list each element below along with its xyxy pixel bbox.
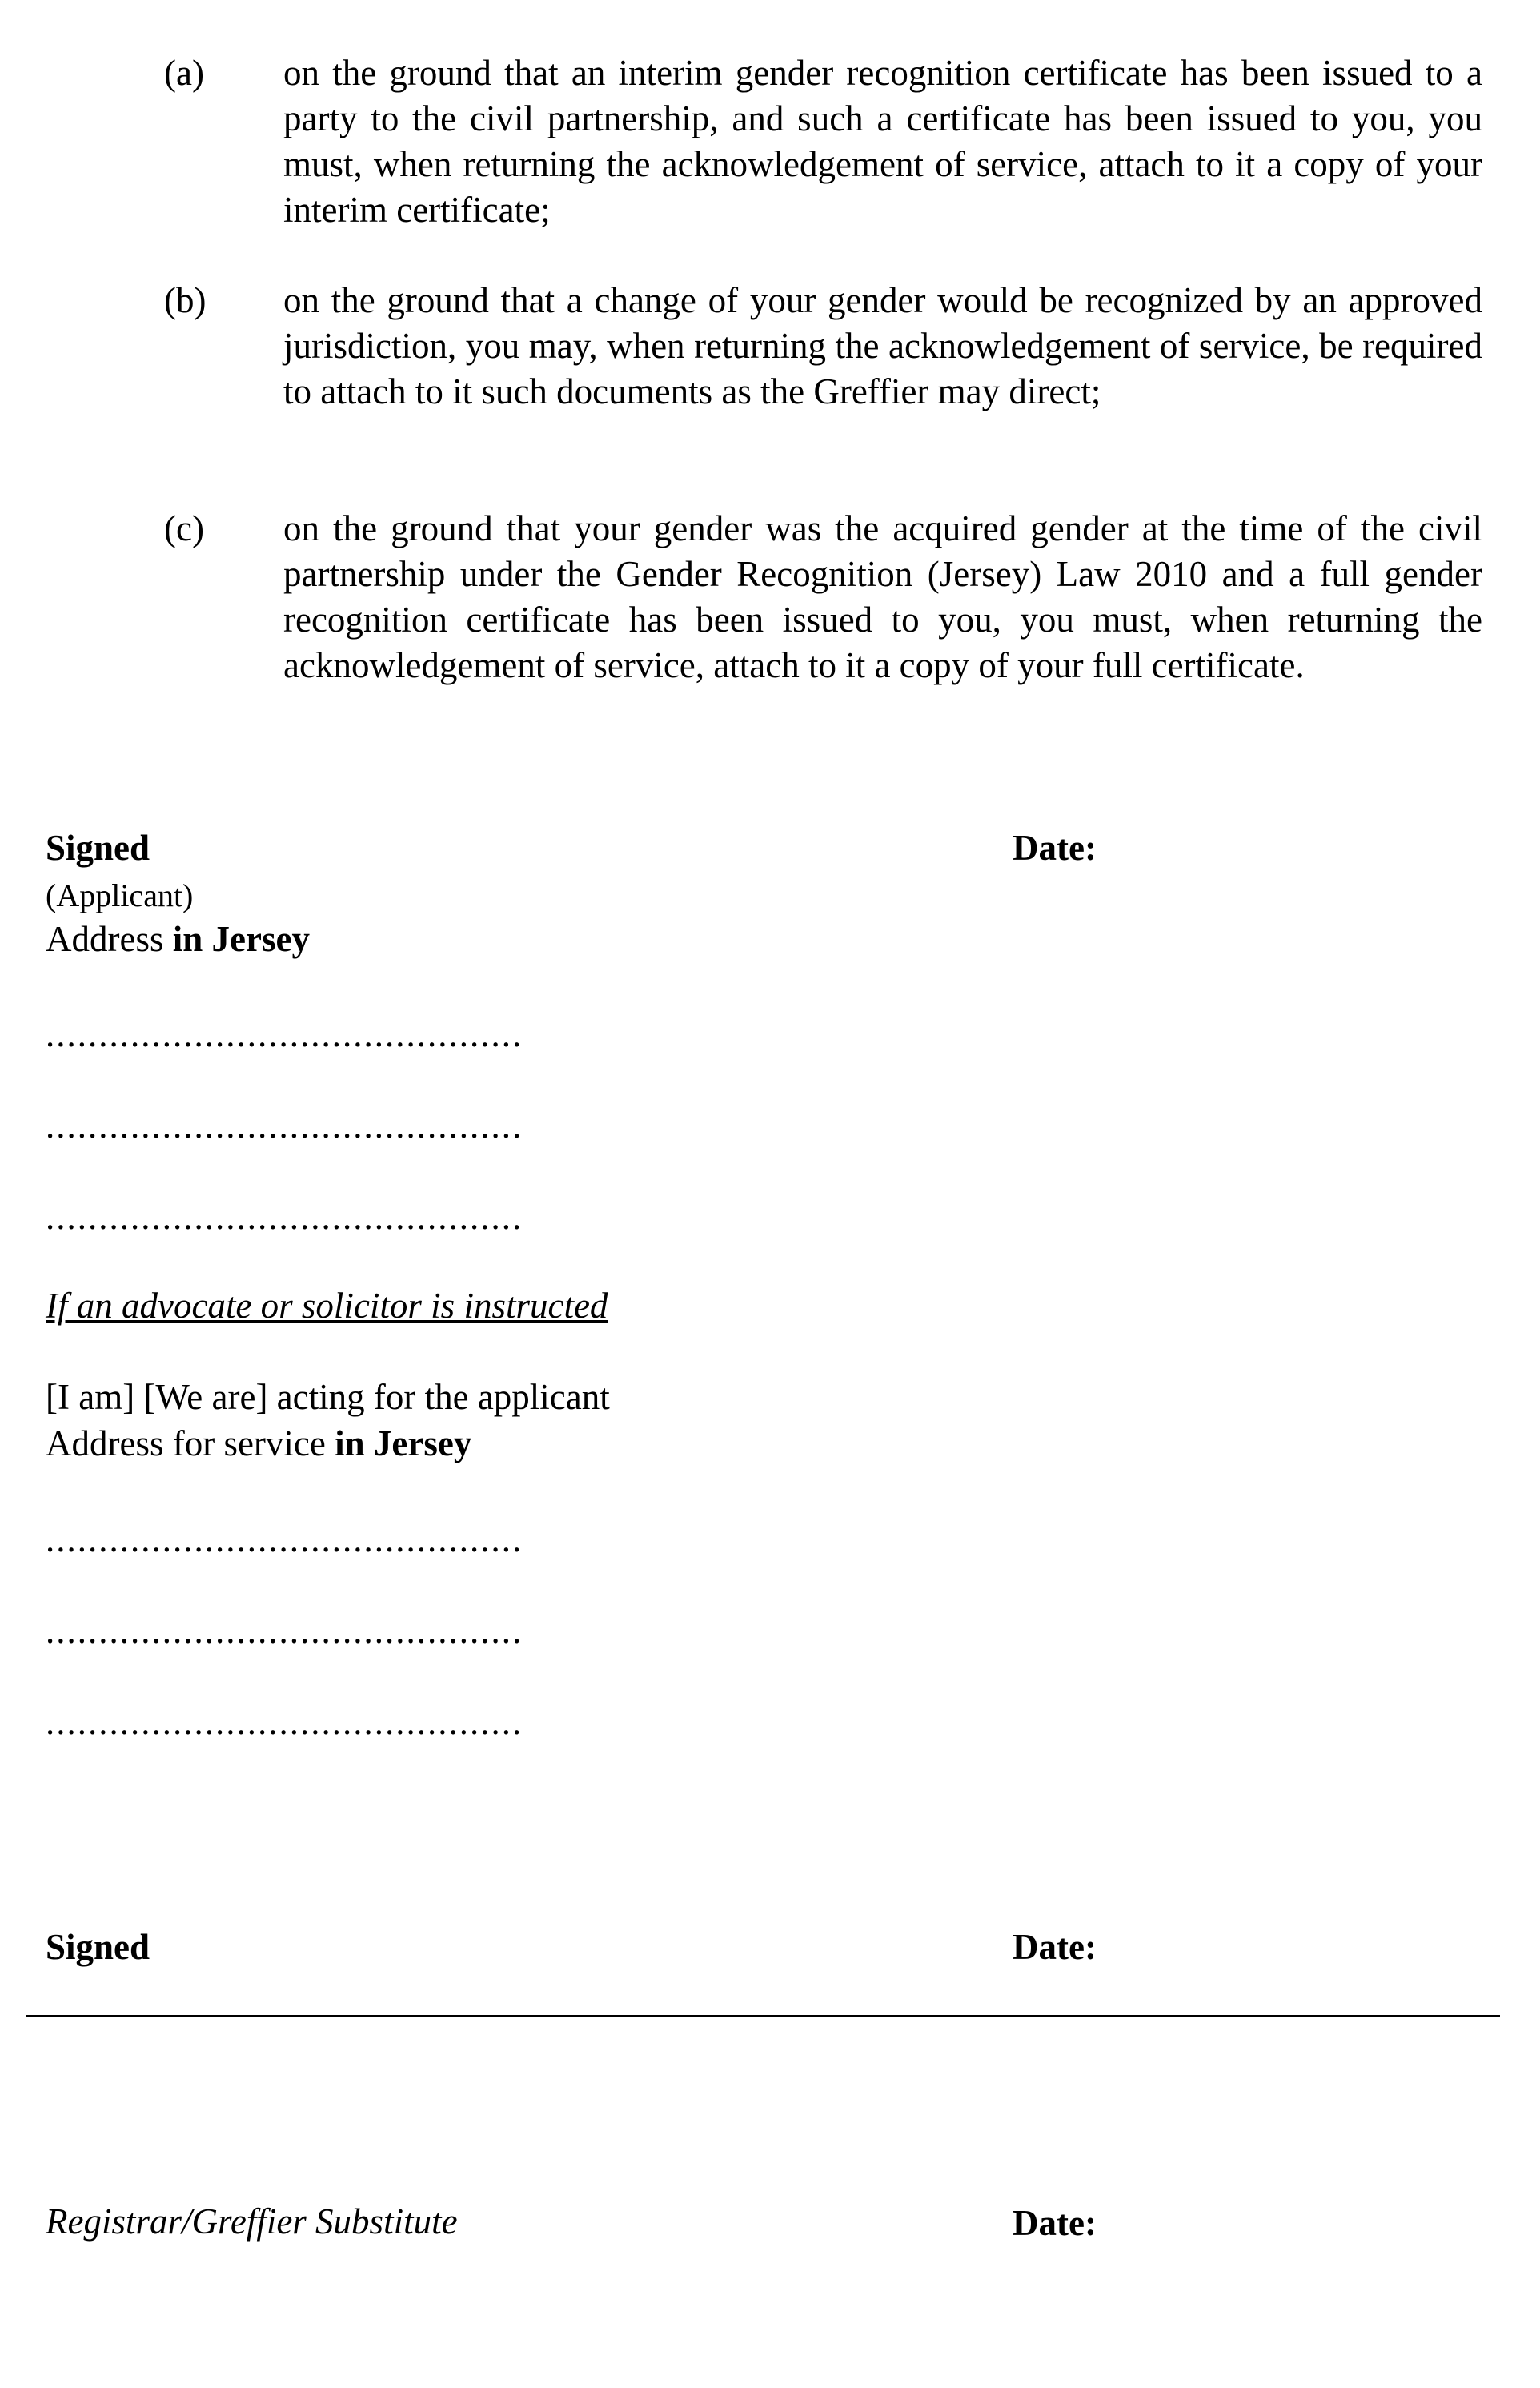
- item-b-text: on the ground that a change of your gender would be recognized by an approved jurisdiction, you may, when returning the acknowledgement of service, be required to attach to it such documents as the Greffier may direct;: [283, 280, 1482, 411]
- applicant-address-line-3[interactable]: .............................................: [46, 1197, 523, 1237]
- horizontal-divider: [26, 2015, 1500, 2017]
- advocate-address-label: [46, 1421, 471, 1467]
- item-c-label: (c): [164, 508, 204, 548]
- applicant-address-line-1[interactable]: .............................................: [46, 1014, 523, 1054]
- second-date-label: Date:: [1013, 1927, 1097, 1967]
- second-signed-label: Signed: [46, 1927, 150, 1967]
- advocate-address-line-1[interactable]: .............................................: [46, 1519, 523, 1559]
- applicant-address-line-2[interactable]: .............................................: [46, 1106, 523, 1146]
- applicant-role-label: (Applicant): [46, 877, 194, 913]
- advocate-acting-text: [I am] [We are] acting for the applicant: [46, 1377, 610, 1417]
- advocate-address-line-2[interactable]: .............................................: [46, 1611, 523, 1651]
- item-a-text: on the ground that an interim gender recognition certificate has been issued to a party to the civil partnership, and such a certificate has been issued to you, you must, when returning the acknowledgement of service, attach to it a copy of your interim certificate;: [283, 53, 1482, 230]
- address-prefix: Address: [46, 919, 173, 959]
- applicant-address-label: [46, 917, 310, 962]
- registrar-title: Registrar/Greffier Substitute: [46, 2201, 458, 2242]
- registrar-date-label: Date:: [1013, 2203, 1097, 2243]
- advocate-heading: If an advocate or solicitor is instructed: [46, 1286, 608, 1326]
- item-b-label: (b): [164, 280, 207, 320]
- item-a-label: (a): [164, 53, 204, 93]
- applicant-date-label: Date:: [1013, 828, 1097, 868]
- address-jersey: in Jersey: [172, 919, 310, 959]
- advocate-address-jersey: in Jersey: [335, 1423, 472, 1463]
- advocate-address-prefix: Address for service: [46, 1423, 335, 1463]
- item-c-text: on the ground that your gender was the acquired gender at the time of the civil partnership under the Gender Recognition (Jersey) Law 2010 and a full gender recognition certificate has been issued to you, you must, when returning the acknowledgement of service, attach to it a copy of your full certificate.: [283, 508, 1482, 685]
- applicant-signed-label: Signed: [46, 828, 150, 868]
- advocate-address-line-3[interactable]: .............................................: [46, 1702, 523, 1742]
